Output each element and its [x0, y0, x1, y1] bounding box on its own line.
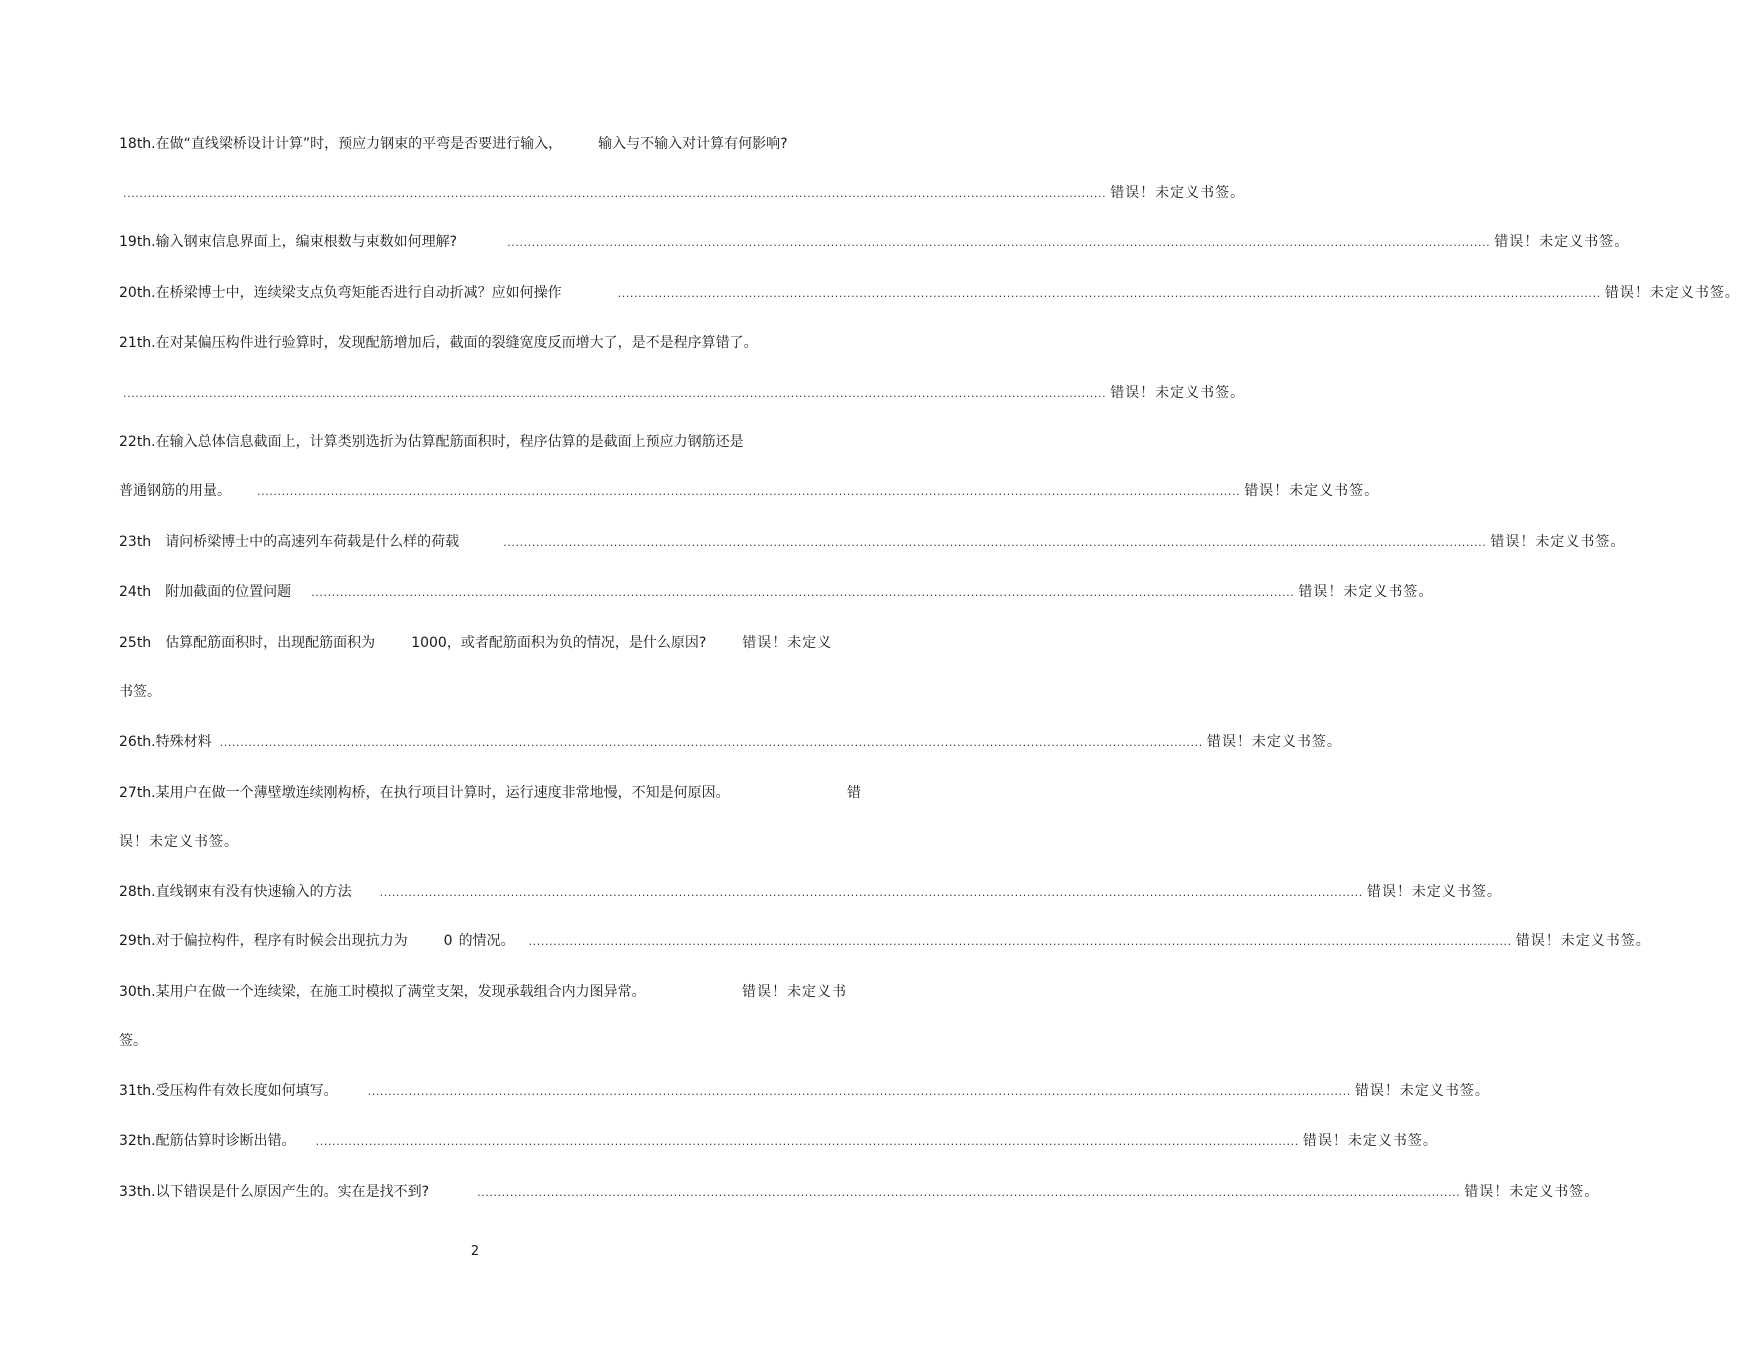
entry-text-continued: 的情况。 [458, 933, 515, 949]
toc-entry-27-line1[interactable] [119, 782, 861, 804]
entry-text: 受压构件有效长度如何填写。 [155, 1083, 338, 1099]
dot-leader: ................................................................................................................................................................................................................................................ [503, 536, 1487, 549]
dot-leader: ................................................................................................................................................................................................................................................ [123, 187, 1107, 200]
page-reference[interactable]: 错误！未定义书签。 [1494, 234, 1630, 250]
dot-leader: ................................................................................................................................................................................................................................................ [617, 287, 1601, 300]
toc-entry-23[interactable] [119, 531, 1626, 553]
toc-entry-20[interactable] [119, 282, 1740, 304]
entry-number: 22th. [119, 434, 156, 450]
dot-leader: ................................................................................................................................................................................................................................................ [315, 1135, 1299, 1148]
toc-entry-21-line2[interactable] [119, 382, 1246, 404]
page-reference[interactable]: 错误！未定义书签。 [1206, 734, 1342, 750]
toc-entry-18-line1 [119, 133, 842, 155]
entry-text: 在做“直线梁桥设计计算”时，预应力钢束的平弯是否要进行输入， [155, 136, 563, 152]
page-reference[interactable]: 错误！未定义书签。 [1604, 285, 1740, 301]
entry-number-value: 0 [443, 933, 453, 949]
dot-leader: ................................................................................................................................................................................................................................................ [528, 935, 1512, 948]
toc-entry-22-line2[interactable] [119, 480, 1380, 502]
toc-entry-32[interactable] [119, 1130, 1438, 1152]
entry-text-continued: 普通钢筋的用量。 [119, 483, 231, 499]
entry-text: 请问桥梁博士中的高速列车荷载是什么样的荷载 [165, 534, 460, 550]
entry-number: 29th. [119, 933, 156, 949]
page-reference[interactable]: 错误！未定义 [742, 635, 833, 651]
entry-text: 以下错误是什么原因产生的。实在是找不到? [155, 1184, 430, 1200]
toc-entry-25-line2[interactable] [119, 681, 842, 703]
page-reference[interactable]: 错误！未定义书签。 [1464, 1184, 1600, 1200]
entry-text: 在桥梁博士中，连续梁支点负弯矩能否进行自动折减？应如何操作 [155, 285, 562, 301]
page-reference[interactable]: 错误！未定义书签。 [1354, 1083, 1490, 1099]
page-reference[interactable]: 错误！未定义书签。 [1110, 385, 1246, 401]
entry-number: 25th [119, 635, 152, 651]
entry-number: 26th. [119, 734, 156, 750]
entry-number: 30th. [119, 984, 156, 1000]
entry-number: 24th [119, 584, 152, 600]
dot-leader: ................................................................................................................................................................................................................................................ [379, 886, 1363, 899]
entry-number: 33th. [119, 1184, 156, 1200]
page-reference-continued[interactable]: 签。 [119, 1033, 147, 1049]
entry-number: 23th [119, 534, 152, 550]
entry-text-continued: ，或者配筋面积为负的情况，是什么原因? [446, 635, 707, 651]
dot-leader: ................................................................................................................................................................................................................................................ [367, 1085, 1351, 1098]
entry-text: 某用户在做一个连续梁，在施工时模拟了满堂支架，发现承载组合内力图异常。 [155, 984, 646, 1000]
toc-entry-30-line1[interactable] [119, 981, 847, 1003]
page-number: 2 [470, 1244, 480, 1259]
entry-number-value: 1000 [411, 635, 447, 651]
entry-text: 配筋估算时诊断出错。 [155, 1133, 296, 1149]
entry-text: 特殊材料 [155, 734, 212, 750]
toc-entry-31[interactable] [119, 1080, 1490, 1102]
entry-number: 18th. [119, 136, 156, 152]
dot-leader: ................................................................................................................................................................................................................................................ [477, 1186, 1461, 1199]
toc-entry-30-line2[interactable] [119, 1030, 842, 1052]
toc-entry-29[interactable] [119, 930, 1651, 952]
page-reference-continued[interactable]: 误！未定义书签。 [119, 834, 239, 850]
toc-entry-18-line2[interactable] [119, 182, 1246, 204]
toc-entry-24[interactable] [119, 581, 1434, 603]
entry-text: 估算配筋面积时，出现配筋面积为 [165, 635, 376, 651]
entry-number: 28th. [119, 884, 156, 900]
entry-number: 19th. [119, 234, 156, 250]
entry-number: 21th. [119, 335, 156, 351]
dot-leader: ................................................................................................................................................................................................................................................ [507, 236, 1491, 249]
toc-entry-25-line1[interactable] [119, 632, 861, 654]
page-reference[interactable]: 错误！未定义书签。 [1366, 884, 1502, 900]
toc-entry-33[interactable] [119, 1181, 1600, 1203]
dot-leader: ................................................................................................................................................................................................................................................ [311, 586, 1295, 599]
toc-entry-28[interactable] [119, 881, 1502, 903]
entry-text: 某用户在做一个薄壁墩连续刚构桥，在执行项目计算时，运行速度非常地慢，不知是何原因。 [155, 785, 730, 801]
entry-text: 附加截面的位置问题 [165, 584, 292, 600]
page-reference[interactable]: 错误！未定义书签。 [1244, 483, 1380, 499]
page-reference[interactable]: 错误！未定义书签。 [1515, 933, 1651, 949]
entry-text-continued: 输入与不输入对计算有何影响? [598, 136, 788, 152]
entry-text: 在输入总体信息截面上，计算类别选折为估算配筋面积时，程序估算的是截面上预应力钢筋还是 [155, 434, 744, 450]
toc-entry-22-line1 [119, 431, 842, 453]
entry-text: 在对某偏压构件进行验算时，发现配筋增加后，截面的裂缝宽度反而增大了，是不是程序算错了。 [155, 335, 758, 351]
toc-entry-27-line2[interactable] [119, 831, 842, 853]
toc-entry-26[interactable] [119, 731, 1342, 753]
page-reference[interactable]: 错 [847, 785, 861, 801]
page-reference[interactable]: 错误！未定义书 [742, 984, 847, 1000]
dot-leader: ................................................................................................................................................................................................................................................ [219, 736, 1203, 749]
page-reference[interactable]: 错误！未定义书签。 [1110, 185, 1246, 201]
entry-text: 对于偏拉构件，程序有时候会出现抗力为 [155, 933, 408, 949]
toc-entry-19[interactable] [119, 231, 1630, 253]
entry-text: 直线钢束有没有快速输入的方法 [155, 884, 352, 900]
dot-leader: ................................................................................................................................................................................................................................................ [123, 387, 1107, 400]
entry-number: 20th. [119, 285, 156, 301]
toc-entry-21-line1 [119, 332, 842, 354]
entry-number: 27th. [119, 785, 156, 801]
page-reference[interactable]: 错误！未定义书签。 [1298, 584, 1434, 600]
entry-number: 32th. [119, 1133, 156, 1149]
page-reference[interactable]: 错误！未定义书签。 [1302, 1133, 1438, 1149]
entry-number: 31th. [119, 1083, 156, 1099]
page-reference[interactable]: 错误！未定义书签。 [1490, 534, 1626, 550]
entry-text: 输入钢束信息界面上，编束根数与束数如何理解? [155, 234, 458, 250]
page-reference-continued[interactable]: 书签。 [119, 684, 161, 700]
dot-leader: ................................................................................................................................................................................................................................................ [257, 485, 1241, 498]
